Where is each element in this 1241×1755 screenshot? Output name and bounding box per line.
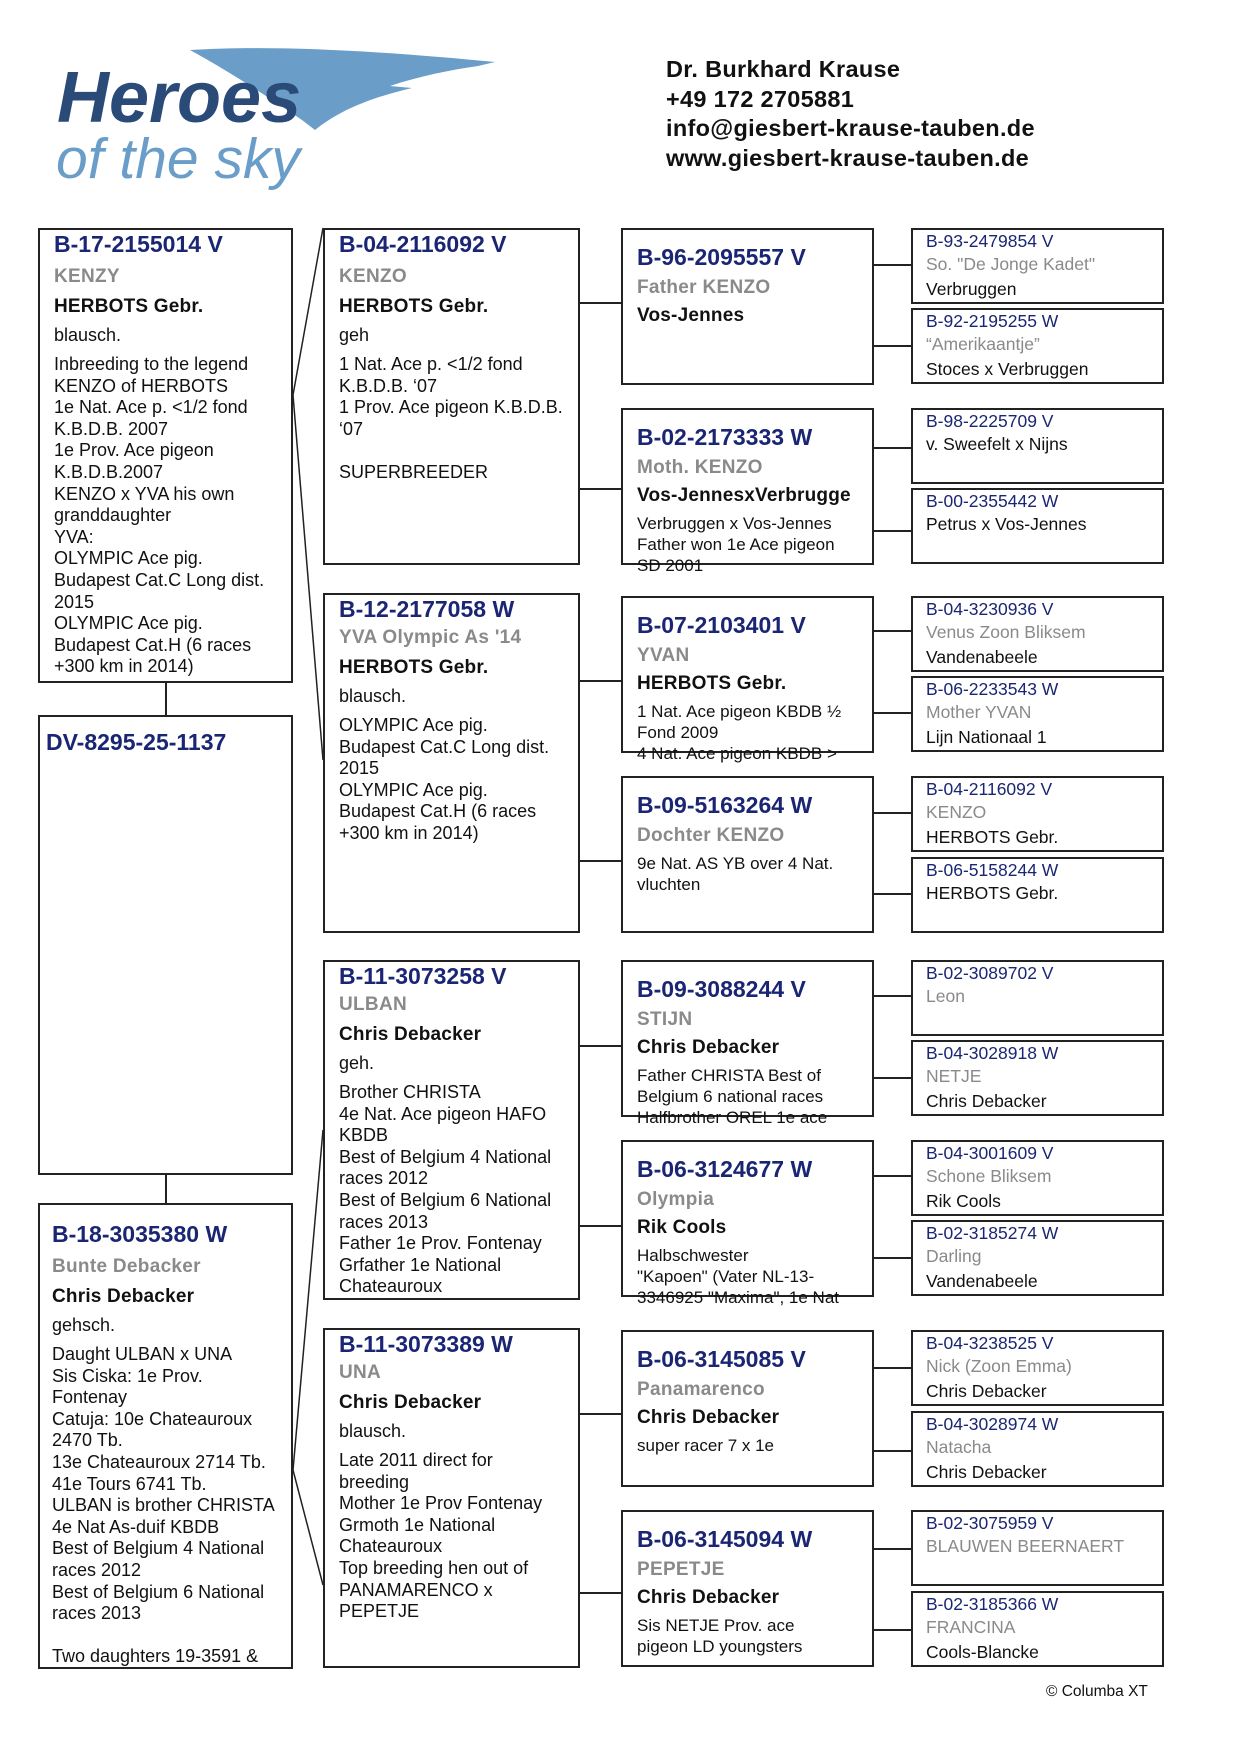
grandparent-owner: HERBOTS Gebr.	[339, 657, 489, 678]
ancestor-ring: B-92-2195255 W	[926, 311, 1059, 331]
great-grandparent-owner: Rik Cools	[637, 1217, 727, 1238]
copyright: © Columba XT	[1046, 1683, 1148, 1700]
grandparent-notes: OLYMPIC Ace pig. Budapest Cat.C Long dist. 2015 OLYMPIC Ace pig. Budapest Cat.H (6 races +300 km in 2014)	[339, 715, 550, 843]
connector-line	[293, 228, 323, 395]
great-grandparent-owner: Chris Debacker	[637, 1407, 780, 1428]
great-grandparent-name: PEPETJE	[637, 1559, 725, 1580]
connector-line	[293, 395, 323, 760]
ancestor-ring: B-04-3028918 W	[926, 1043, 1059, 1063]
ancestor-owner: Rik Cools	[926, 1191, 1001, 1211]
ancestor-owner: Vandenabeele	[926, 647, 1038, 667]
great-grandparent-ring: B-09-3088244 V	[637, 976, 806, 1002]
ancestor-ring: B-06-5158244 W	[926, 860, 1059, 880]
logo-line-2: of the sky	[56, 127, 300, 191]
great-grandparent-owner: HERBOTS Gebr.	[637, 673, 787, 694]
grandparent-color: geh	[339, 325, 370, 345]
ancestor-ring: B-04-3028974 W	[926, 1414, 1059, 1434]
ancestor-ring: B-02-3089702 V	[926, 963, 1054, 983]
ancestor-ring: B-00-2355442 W	[926, 491, 1059, 511]
ancestor-owner: Lijn Nationaal 1	[926, 727, 1047, 747]
great-grandparent-name: Olympia	[637, 1189, 715, 1210]
great-grandparent-ring: B-09-5163264 W	[637, 792, 813, 818]
mother-ring: B-18-3035380 W	[52, 1221, 228, 1247]
great-grandparent-ring: B-07-2103401 V	[637, 612, 806, 638]
grandparent-ring: B-11-3073258 V	[339, 963, 507, 989]
ancestor-name: Schone Bliksem	[926, 1166, 1052, 1186]
ancestor-owner: HERBOTS Gebr.	[926, 827, 1059, 847]
ancestor-ring: B-04-3230936 V	[926, 599, 1054, 619]
ancestor-owner: Chris Debacker	[926, 1091, 1047, 1111]
ancestor-name: NETJE	[926, 1066, 982, 1086]
mother-color: gehsch.	[52, 1315, 116, 1335]
ancestor-name: Mother YVAN	[926, 702, 1032, 722]
great-grandparent-owner: Chris Debacker	[637, 1587, 780, 1608]
ancestor-owner: Stoces x Verbruggen	[926, 359, 1089, 379]
father-ring: B-17-2155014 V	[54, 231, 223, 257]
ancestor-ring: B-04-2116092 V	[926, 779, 1053, 799]
grandparent-notes: Late 2011 direct for breeding Mother 1e Prov Fontenay Grmoth 1e National Chateauroux Top breeding hen out of PANAMARENCO x PEPETJE	[339, 1450, 543, 1622]
great-grandparent-ring: B-06-3145094 W	[637, 1526, 813, 1552]
great-grandparent-owner: Chris Debacker	[637, 1037, 780, 1058]
ancestor-owner: v. Sweefelt x Nijns	[926, 434, 1068, 454]
great-grandparent-owner: Vos-JennesxVerbrugge	[637, 485, 851, 506]
grandparent-color: blausch.	[339, 686, 407, 706]
grandparent-ring: B-04-2116092 V	[339, 231, 507, 257]
grandparent-color: blausch.	[339, 1421, 407, 1441]
grandparent-notes: 1 Nat. Ace p. <1/2 fond K.B.D.B. ‘07 1 Prov. Ace pigeon K.B.D.B. ‘07 SUPERBREEDER	[339, 354, 563, 482]
subject-ring: DV-8295-25-1137	[46, 729, 227, 755]
ancestor-name: Venus Zoon Bliksem	[926, 622, 1086, 642]
contact-name: Dr. Burkhard Krause	[666, 56, 901, 82]
grandparent-owner: Chris Debacker	[339, 1024, 482, 1045]
ancestor-ring: B-06-2233543 W	[926, 679, 1059, 699]
ancestor-name: Nick (Zoon Emma)	[926, 1356, 1072, 1376]
great-grandparent-ring: B-06-3124677 W	[637, 1156, 813, 1182]
ancestor-name: BLAUWEN BEERNAERT	[926, 1536, 1125, 1556]
mother-notes: Daught ULBAN x UNA Sis Ciska: 1e Prov. Fontenay Catuja: 10e Chateauroux 2470 Tb. 13e Chateauroux 2714 Tb. 41e Tours 6741 Tb. ULBAN is brother CHRISTA 4e Nat As-duif KBDB Best of Belgium 4 National races 2012 Best of Belgium 6 National races 2013 Two daughters 19-3591 &	[52, 1344, 275, 1667]
mother-name: Bunte Debacker	[52, 1256, 201, 1277]
father-notes: Inbreeding to the legend KENZO of HERBOTS 1e Nat. Ace p. <1/2 fond K.B.D.B. 2007 1e Prov. Ace pigeon K.B.D.B.2007 KENZO x YVA his own granddaughter YVA: OLYMPIC Ace pig. Budapest Cat.C Long dist. 2015 OLYMPIC Ace pig. Budapest Cat.H (6 races +300 km in 2014)	[54, 354, 265, 677]
great-grandparent-name: Moth. KENZO	[637, 457, 763, 478]
grandparent-color: geh.	[339, 1053, 375, 1073]
ancestor-ring: B-02-3075959 V	[926, 1513, 1054, 1533]
ancestor-name: Darling	[926, 1246, 982, 1266]
grandparent-name: UNA	[339, 1362, 382, 1383]
ancestor-owner: Petrus x Vos-Jennes	[926, 514, 1087, 534]
great-grandparent-name: Panamarenco	[637, 1379, 765, 1400]
ancestor-ring: B-98-2225709 V	[926, 411, 1054, 431]
ancestor-ring: B-02-3185366 W	[926, 1594, 1059, 1614]
grandparent-ring: B-11-3073389 W	[339, 1331, 513, 1357]
ancestor-ring: B-04-3238525 V	[926, 1333, 1054, 1353]
father-owner: HERBOTS Gebr.	[54, 296, 204, 317]
connector-line	[293, 1130, 323, 1470]
ancestor-owner: Vandenabeele	[926, 1271, 1038, 1291]
great-grandparent-notes: Sis NETJE Prov. ace pigeon LD youngsters	[637, 1616, 803, 1656]
great-grandparent-name: Father KENZO	[637, 277, 771, 298]
ancestor-name: So. "De Jonge Kadet"	[926, 254, 1096, 274]
great-grandparent-owner: Vos-Jennes	[637, 305, 745, 326]
great-grandparent-name: Dochter KENZO	[637, 825, 785, 846]
logo-line-1: Heroes	[57, 58, 302, 138]
ancestor-ring: B-02-3185274 W	[926, 1223, 1059, 1243]
contact-web[interactable]: www.giesbert-krause-tauben.de	[666, 144, 1030, 171]
grandparent-notes: Brother CHRISTA 4e Nat. Ace pigeon HAFO KBDB Best of Belgium 4 National races 2012 Best of Belgium 6 National races 2013 Father 1e Prov. Fontenay Grfather 1e National Chateauroux	[339, 1082, 552, 1297]
ancestor-name: Leon	[926, 986, 965, 1006]
grandparent-owner: Chris Debacker	[339, 1392, 482, 1413]
ancestor-name: “Amerikaantje”	[926, 334, 1040, 354]
father-name: KENZY	[54, 266, 120, 287]
ancestor-name: Natacha	[926, 1437, 992, 1457]
grandparent-name: ULBAN	[339, 994, 407, 1015]
ancestor-owner: Verbruggen	[926, 279, 1017, 299]
great-grandparent-name: STIJN	[637, 1009, 693, 1030]
mother-owner: Chris Debacker	[52, 1286, 195, 1307]
ancestor-name: FRANCINA	[926, 1617, 1016, 1637]
ancestor-ring: B-04-3001609 V	[926, 1143, 1054, 1163]
ancestor-name: KENZO	[926, 802, 987, 822]
ancestor-owner: Chris Debacker	[926, 1381, 1047, 1401]
great-grandparent-ring: B-02-2173333 W	[637, 424, 813, 450]
grandparent-name: KENZO	[339, 266, 407, 287]
father-color: blausch.	[54, 325, 122, 345]
ancestor-owner: Chris Debacker	[926, 1462, 1047, 1482]
great-grandparent-name: YVAN	[637, 645, 690, 666]
grandparent-ring: B-12-2177058 W	[339, 596, 515, 622]
connector-line	[293, 1470, 323, 1585]
great-grandparent-notes: Verbruggen x Vos-Jennes Father won 1e Ace pigeon SD 2001	[637, 514, 835, 575]
great-grandparent-notes: 1 Nat. Ace pigeon KBDB ½ Fond 2009 4 Nat. Ace pigeon KBDB >	[637, 702, 842, 763]
great-grandparent-notes: super racer 7 x 1e	[637, 1436, 775, 1455]
ancestor-owner: Cools-Blancke	[926, 1642, 1039, 1662]
great-grandparent-ring: B-06-3145085 V	[637, 1346, 806, 1372]
grandparent-name: YVA Olympic As '14	[339, 627, 522, 648]
grandparent-owner: HERBOTS Gebr.	[339, 296, 489, 317]
contact-email[interactable]: info@giesbert-krause-tauben.de	[666, 115, 1035, 141]
ancestor-owner: HERBOTS Gebr.	[926, 883, 1059, 903]
great-grandparent-ring: B-96-2095557 V	[637, 244, 806, 270]
ancestor-ring: B-93-2479854 V	[926, 231, 1054, 251]
great-grandparent-notes: Halbschwester "Kapoen" (Vater NL-13- 3346925 "Maxima", 1e Nat	[637, 1246, 840, 1307]
great-grandparent-notes: Father CHRISTA Best of Belgium 6 national races Halfbrother OREL 1e ace	[637, 1066, 828, 1127]
contact-phone: +49 172 2705881	[666, 85, 855, 112]
great-grandparent-notes: 9e Nat. AS YB over 4 Nat. vluchten	[637, 854, 834, 894]
